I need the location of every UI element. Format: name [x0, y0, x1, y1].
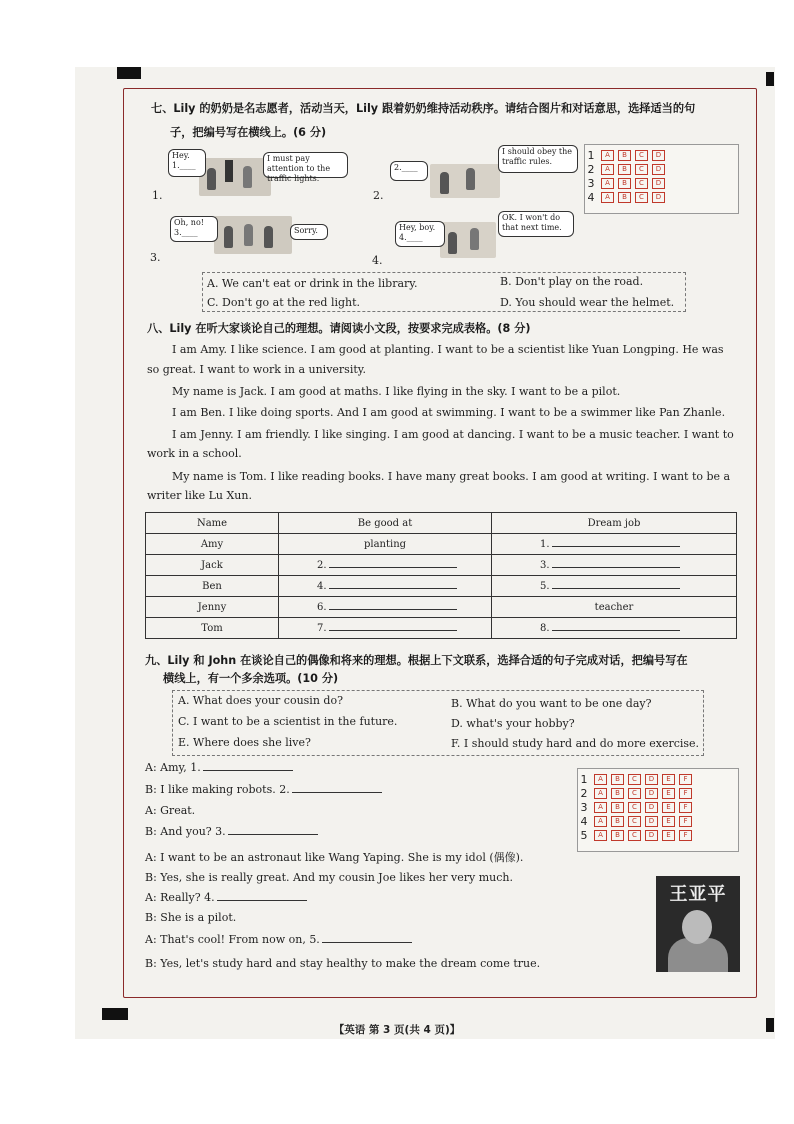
section9-option-f: F. I should study hard and do more exercise. [451, 737, 700, 750]
picture-3-scene [214, 216, 292, 254]
section7-option-d: D. You should wear the helmet. [500, 296, 675, 309]
picture-2-right-bubble: I should obey the traffic rules. [498, 145, 578, 173]
blank-1[interactable]: 1. [492, 534, 737, 555]
idol-caption: 王亚平 [669, 884, 727, 905]
choice-c-bubble[interactable]: C [635, 178, 648, 189]
choice-d-bubble[interactable]: D [652, 164, 665, 175]
passage-jack: My name is Jack. I am good at maths. I like flying in the sky. I want to be a pilot. [172, 385, 621, 398]
choice-c-bubble[interactable]: C [628, 802, 641, 813]
section9-option-e: E. Where does she live? [178, 736, 311, 749]
choice-a-bubble[interactable]: A [594, 816, 607, 827]
choice-c-bubble[interactable]: C [635, 164, 648, 175]
answer-card-row: 3 A B C D [585, 177, 665, 190]
picture-3-right-bubble: Sorry. [290, 224, 328, 240]
dream-job-table [145, 512, 737, 639]
choice-d-bubble[interactable]: D [645, 802, 658, 813]
picture-2-left-bubble: 2.____ [390, 161, 428, 181]
choice-b-bubble[interactable]: B [611, 830, 624, 841]
choice-e-bubble[interactable]: E [662, 774, 675, 785]
passage-ben: I am Ben. I like doing sports. And I am good at swimming. I want to be a swimmer like Pan Zhanle. [172, 406, 726, 419]
section9-option-a: A. What does your cousin do? [178, 694, 343, 707]
picture-1-left-bubble: Hey. 1.____ [168, 149, 206, 177]
section7-option-b: B. Don't play on the road. [500, 275, 644, 288]
picture-1-scene [199, 158, 271, 196]
choice-c-bubble[interactable]: C [635, 192, 648, 203]
blank-2[interactable]: 2. [279, 555, 492, 576]
choice-f-bubble[interactable]: F [679, 774, 692, 785]
alignment-mark-top-right [766, 72, 774, 86]
choice-d-bubble[interactable]: D [645, 816, 658, 827]
choice-d-bubble[interactable]: D [645, 774, 658, 785]
answer-card-row: 1 A B C D [585, 149, 665, 162]
choice-e-bubble[interactable]: E [662, 830, 675, 841]
choice-b-bubble[interactable]: B [618, 150, 631, 161]
answer-card-row: 2 A B C D E F [578, 787, 692, 800]
choice-c-bubble[interactable]: C [628, 788, 641, 799]
choice-f-bubble[interactable]: F [679, 802, 692, 813]
dialogue-line-5: A: I want to be an astronaut like Wang Yaping. She is my idol (偶像). [145, 851, 524, 864]
picture-2-scene [430, 164, 500, 198]
passage-tom-line2: writer like Lu Xun. [147, 489, 252, 502]
table-row: Jenny 6. teacher [146, 597, 737, 618]
blank-3[interactable]: 3. [492, 555, 737, 576]
choice-c-bubble[interactable]: C [628, 774, 641, 785]
section8-heading: 八、Lily 在听大家谈论自己的理想。请阅读小文段，按要求完成表格。(8 分) [147, 322, 531, 335]
alignment-mark-bottom-left [102, 1008, 128, 1020]
answer-card-row: 4 A B C D E F [578, 815, 692, 828]
choice-f-bubble[interactable]: F [679, 830, 692, 841]
choice-b-bubble[interactable]: B [611, 788, 624, 799]
choice-b-bubble[interactable]: B [611, 816, 624, 827]
picture-3-left-bubble: Oh, no! 3.____ [170, 216, 218, 242]
dialogue-line-6: B: Yes, she is really great. And my cousin Joe likes her very much. [145, 871, 514, 884]
choice-f-bubble[interactable]: F [679, 816, 692, 827]
picture-2-label: 2. [373, 189, 384, 202]
choice-a-bubble[interactable]: A [594, 774, 607, 785]
dialogue-line-3: A: Great. [145, 804, 196, 817]
picture-4-right-bubble: OK. I won't do that next time. [498, 211, 574, 237]
choice-d-bubble[interactable]: D [652, 178, 665, 189]
dialogue-line-4[interactable]: B: And you? 3. [145, 825, 318, 838]
section9-option-d: D. what's your hobby? [451, 717, 575, 730]
blank-8[interactable]: 8. [492, 618, 737, 639]
choice-d-bubble[interactable]: D [645, 788, 658, 799]
choice-c-bubble[interactable]: C [628, 830, 641, 841]
astronaut-portrait [656, 876, 740, 972]
choice-b-bubble[interactable]: B [618, 178, 631, 189]
traffic-light-icon [225, 160, 233, 182]
choice-a-bubble[interactable]: A [601, 150, 614, 161]
passage-jenny-line2: work in a school. [147, 447, 242, 460]
dialogue-line-10: B: Yes, let's study hard and stay healthy to make the dream come true. [145, 957, 541, 970]
table-row: Jack 2. 3. [146, 555, 737, 576]
table-row: Amy planting 1. [146, 534, 737, 555]
astronaut-face [682, 910, 712, 944]
page-footer: 【英语 第 3 页(共 4 页)】 [333, 1024, 461, 1036]
picture-4-label: 4. [372, 254, 383, 267]
answer-card-row: 3 A B C D E F [578, 801, 692, 814]
choice-b-bubble[interactable]: B [611, 802, 624, 813]
choice-a-bubble[interactable]: A [601, 164, 614, 175]
answer-card-row: 1 A B C D E F [578, 773, 692, 786]
blank-6[interactable]: 6. [279, 597, 492, 618]
choice-d-bubble[interactable]: D [652, 192, 665, 203]
section9-option-c: C. I want to be a scientist in the future. [178, 715, 398, 728]
passage-jenny-line1: I am Jenny. I am friendly. I like singing. I am good at dancing. I want to be a music teacher. I want to [172, 428, 734, 441]
dialogue-line-9[interactable]: A: That's cool! From now on, 5. [145, 933, 412, 946]
dialogue-line-7[interactable]: A: Really? 4. [145, 891, 307, 904]
choice-a-bubble[interactable]: A [594, 830, 607, 841]
table-header-row: Name Be good at Dream job [146, 513, 737, 534]
answer-card-row: 5 A B C D E F [578, 829, 692, 842]
choice-e-bubble[interactable]: E [662, 802, 675, 813]
passage-tom-line1: My name is Tom. I like reading books. I have many great books. I am good at writing. I want to be a [172, 470, 731, 483]
choice-e-bubble[interactable]: E [662, 788, 675, 799]
blank-4[interactable]: 4. [279, 576, 492, 597]
choice-a-bubble[interactable]: A [594, 802, 607, 813]
answer-card-row: 2 A B C D [585, 163, 665, 176]
choice-b-bubble[interactable]: B [611, 774, 624, 785]
section7-option-a: A. We can't eat or drink in the library. [207, 277, 418, 290]
blank-7[interactable]: 7. [279, 618, 492, 639]
dialogue-line-1[interactable]: A: Amy, 1. [145, 761, 293, 774]
choice-c-bubble[interactable]: C [628, 816, 641, 827]
picture-3-label: 3. [150, 251, 161, 264]
answer-card-row: 4 A B C D [585, 191, 665, 204]
picture-1-label: 1. [152, 189, 163, 202]
choice-c-bubble[interactable]: C [635, 150, 648, 161]
choice-a-bubble[interactable]: A [594, 788, 607, 799]
passage-amy-line2: so great. I want to work in a university. [147, 363, 367, 376]
passage-amy-line1: I am Amy. I like science. I am good at planting. I want to be a scientist like Yuan Longping. He was [172, 343, 724, 356]
blank-5[interactable]: 5. [492, 576, 737, 597]
dialogue-line-8: B: She is a pilot. [145, 911, 237, 924]
choice-a-bubble[interactable]: A [601, 178, 614, 189]
choice-a-bubble[interactable]: A [601, 192, 614, 203]
picture-1-right-bubble: I must pay attention to the traffic lights. [263, 152, 348, 178]
choice-b-bubble[interactable]: B [618, 164, 631, 175]
section9-option-b: B. What do you want to be one day? [451, 697, 652, 710]
choice-d-bubble[interactable]: D [645, 830, 658, 841]
dialogue-line-2[interactable]: B: I like making robots. 2. [145, 783, 382, 796]
table-row: Ben 4. 5. [146, 576, 737, 597]
section9-heading-line2: 横线上，有一个多余选项。(10 分) [163, 672, 339, 685]
choice-f-bubble[interactable]: F [679, 788, 692, 799]
choice-b-bubble[interactable]: B [618, 192, 631, 203]
section7-heading: 七、Lily 的奶奶是名志愿者，活动当天，Lily 跟着奶奶维持活动秩序。请结合图片和对话意思，选择适当的句 [151, 102, 696, 115]
section9-answer-card [577, 768, 739, 852]
section7-heading-line2: 子，把编号写在横线上。(6 分) [170, 126, 327, 139]
choice-e-bubble[interactable]: E [662, 816, 675, 827]
choice-d-bubble[interactable]: D [652, 150, 665, 161]
picture-4-scene [440, 222, 496, 258]
section9-heading: 九、Lily 和 John 在谈论自己的偶像和将来的理想。根据上下文联系，选择合适的句子完成对话，把编号写在 [145, 654, 688, 667]
section7-option-c: C. Don't go at the red light. [207, 296, 361, 309]
picture-4-left-bubble: Hey, boy. 4.____ [395, 221, 445, 247]
alignment-mark-top-left [117, 67, 141, 79]
table-row: Tom 7. 8. [146, 618, 737, 639]
section7-answer-card [584, 144, 739, 214]
